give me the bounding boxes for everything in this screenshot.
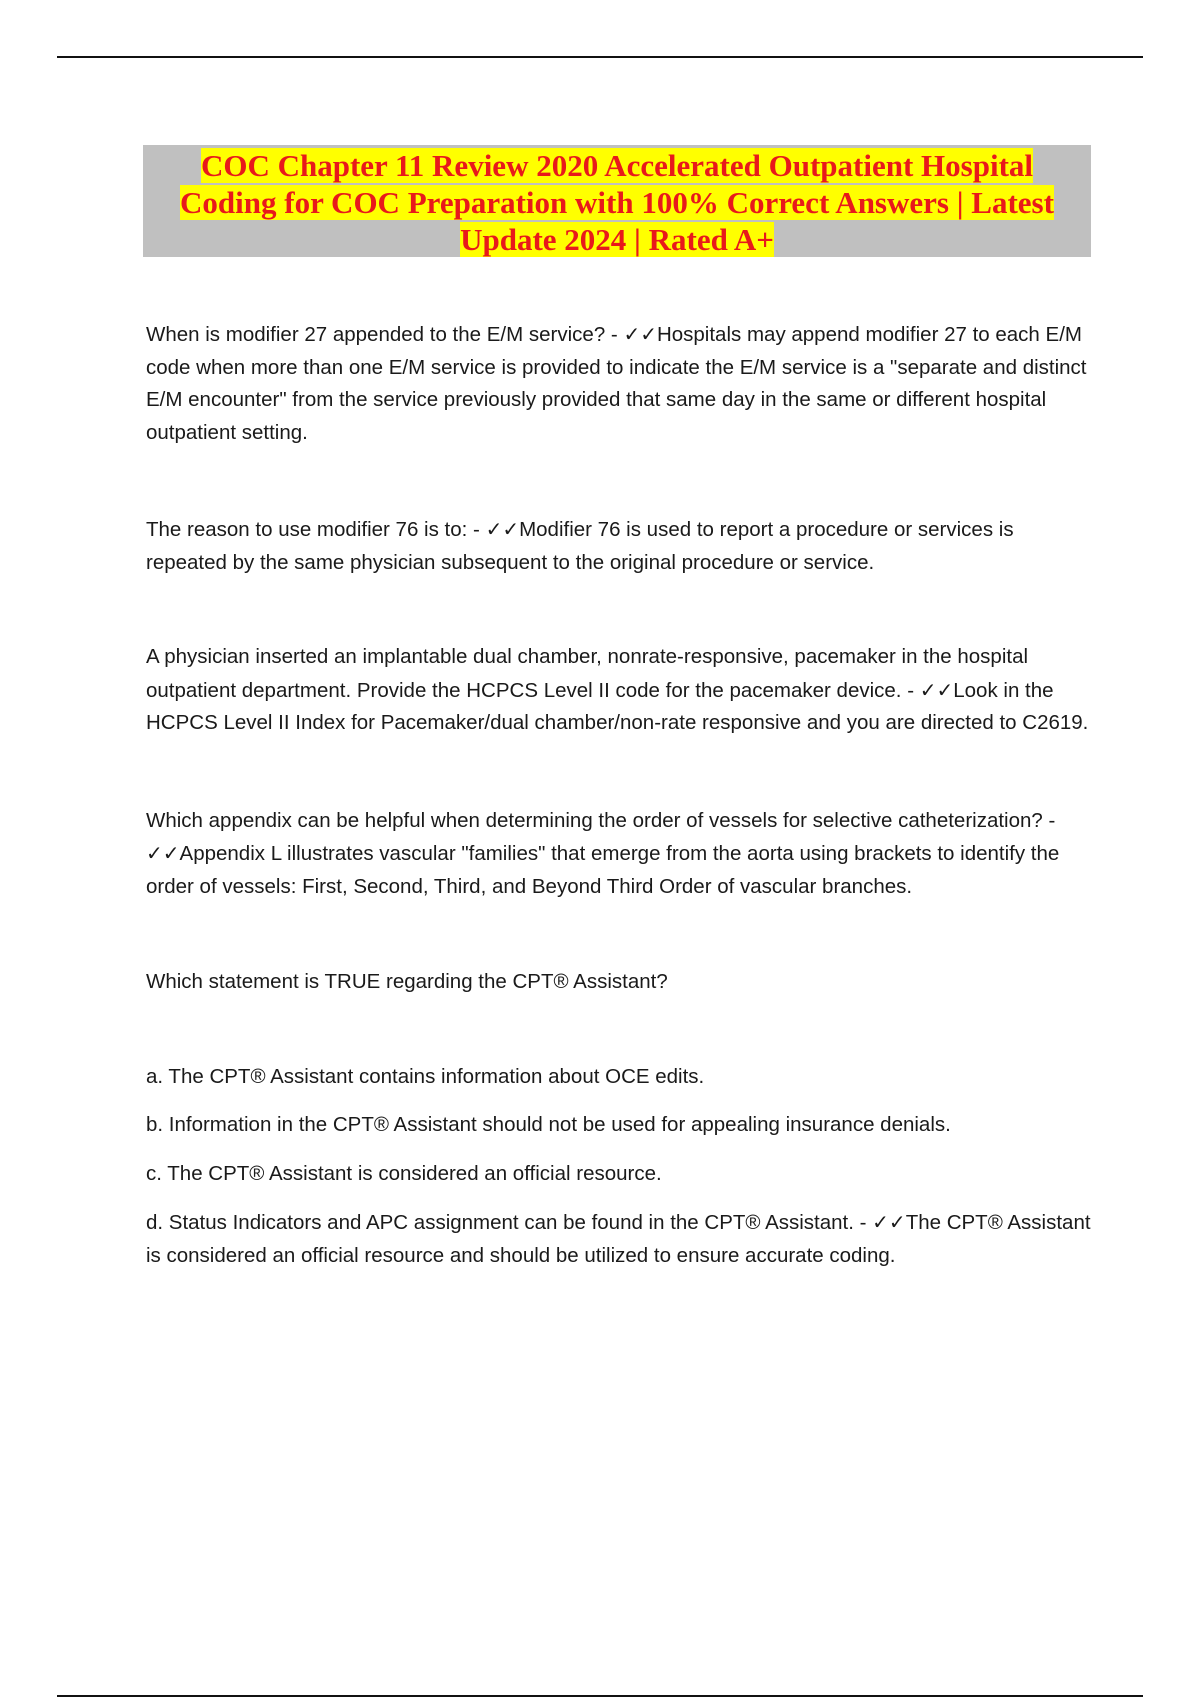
double-check-icon: ✓✓ <box>146 841 180 865</box>
double-check-icon: ✓✓ <box>919 677 954 702</box>
document-body <box>146 318 1096 1288</box>
answer-text: Look in the HCPCS Level II Index for Pacemaker/dual chamber/non-rate responsive and you are directed to C2619. <box>146 678 1089 734</box>
double-check-icon: ✓✓ <box>623 322 657 346</box>
qa-item <box>146 513 1096 579</box>
double-check-icon: ✓✓ <box>485 517 520 541</box>
qa-item <box>146 318 1096 449</box>
double-check-icon: ✓✓ <box>872 1210 906 1234</box>
mcq-option-a: a. The CPT® Assistant contains information about OCE edits. <box>146 1064 705 1088</box>
question-text: Which appendix can be helpful when determining the order of vessels for selective catheterization? - <box>146 808 1056 832</box>
option-d-text: d. Status Indicators and APC assignment can be found in the CPT® Assistant. - <box>146 1211 873 1234</box>
answer-text: Hospitals may append modifier 27 to each E/M code when more than one E/M service is provided to indicate the E/M service is a "separate and distinct E/M encounter" from the service previously provided that same day in the same or different hospital outpatient setting. <box>146 323 1087 444</box>
mcq-option-d <box>146 1206 1096 1272</box>
title-banner <box>143 145 1091 257</box>
question-text: The reason to use modifier 76 is to: - <box>146 518 486 541</box>
qa-item <box>146 641 1096 740</box>
qa-item <box>146 805 1096 904</box>
mcq-option-c: c. The CPT® Assistant is considered an official resource. <box>146 1161 662 1185</box>
question-text: A physician inserted an implantable dual chamber, nonrate-responsive, pacemaker in the hospital outpatient department. Provide the HCPCS Level II code for the pacemaker device. - <box>146 645 1029 702</box>
document-title <box>155 147 1079 258</box>
top-rule <box>57 56 1143 58</box>
answer-text: Modifier 76 is used to report a procedure or services is repeated by the same physician subsequent to the original procedure or service. <box>146 518 1014 574</box>
answer-text: Appendix L illustrates vascular "families" that emerge from the aorta using brackets to identify the order of vessels: First, Second, Third, and Beyond Third Order of vascular branches. <box>146 842 1060 898</box>
bottom-rule <box>57 1695 1143 1697</box>
mcq-option-b: b. Information in the CPT® Assistant should not be used for appealing insurance denials. <box>146 1113 951 1136</box>
question-text: When is modifier 27 appended to the E/M service? - <box>146 323 624 346</box>
mcq-stem: Which statement is TRUE regarding the CPT® Assistant? <box>146 970 668 993</box>
title-highlight: COC Chapter 11 Review 2020 Accelerated Outpatient Hospital Coding for COC Preparation with 100% Correct Answers | Latest Update 2024 | Rated A+ <box>180 148 1054 257</box>
mcq-answer-text: The CPT® Assistant is considered an official resource and should be utilized to ensure accurate coding. <box>146 1211 1091 1267</box>
